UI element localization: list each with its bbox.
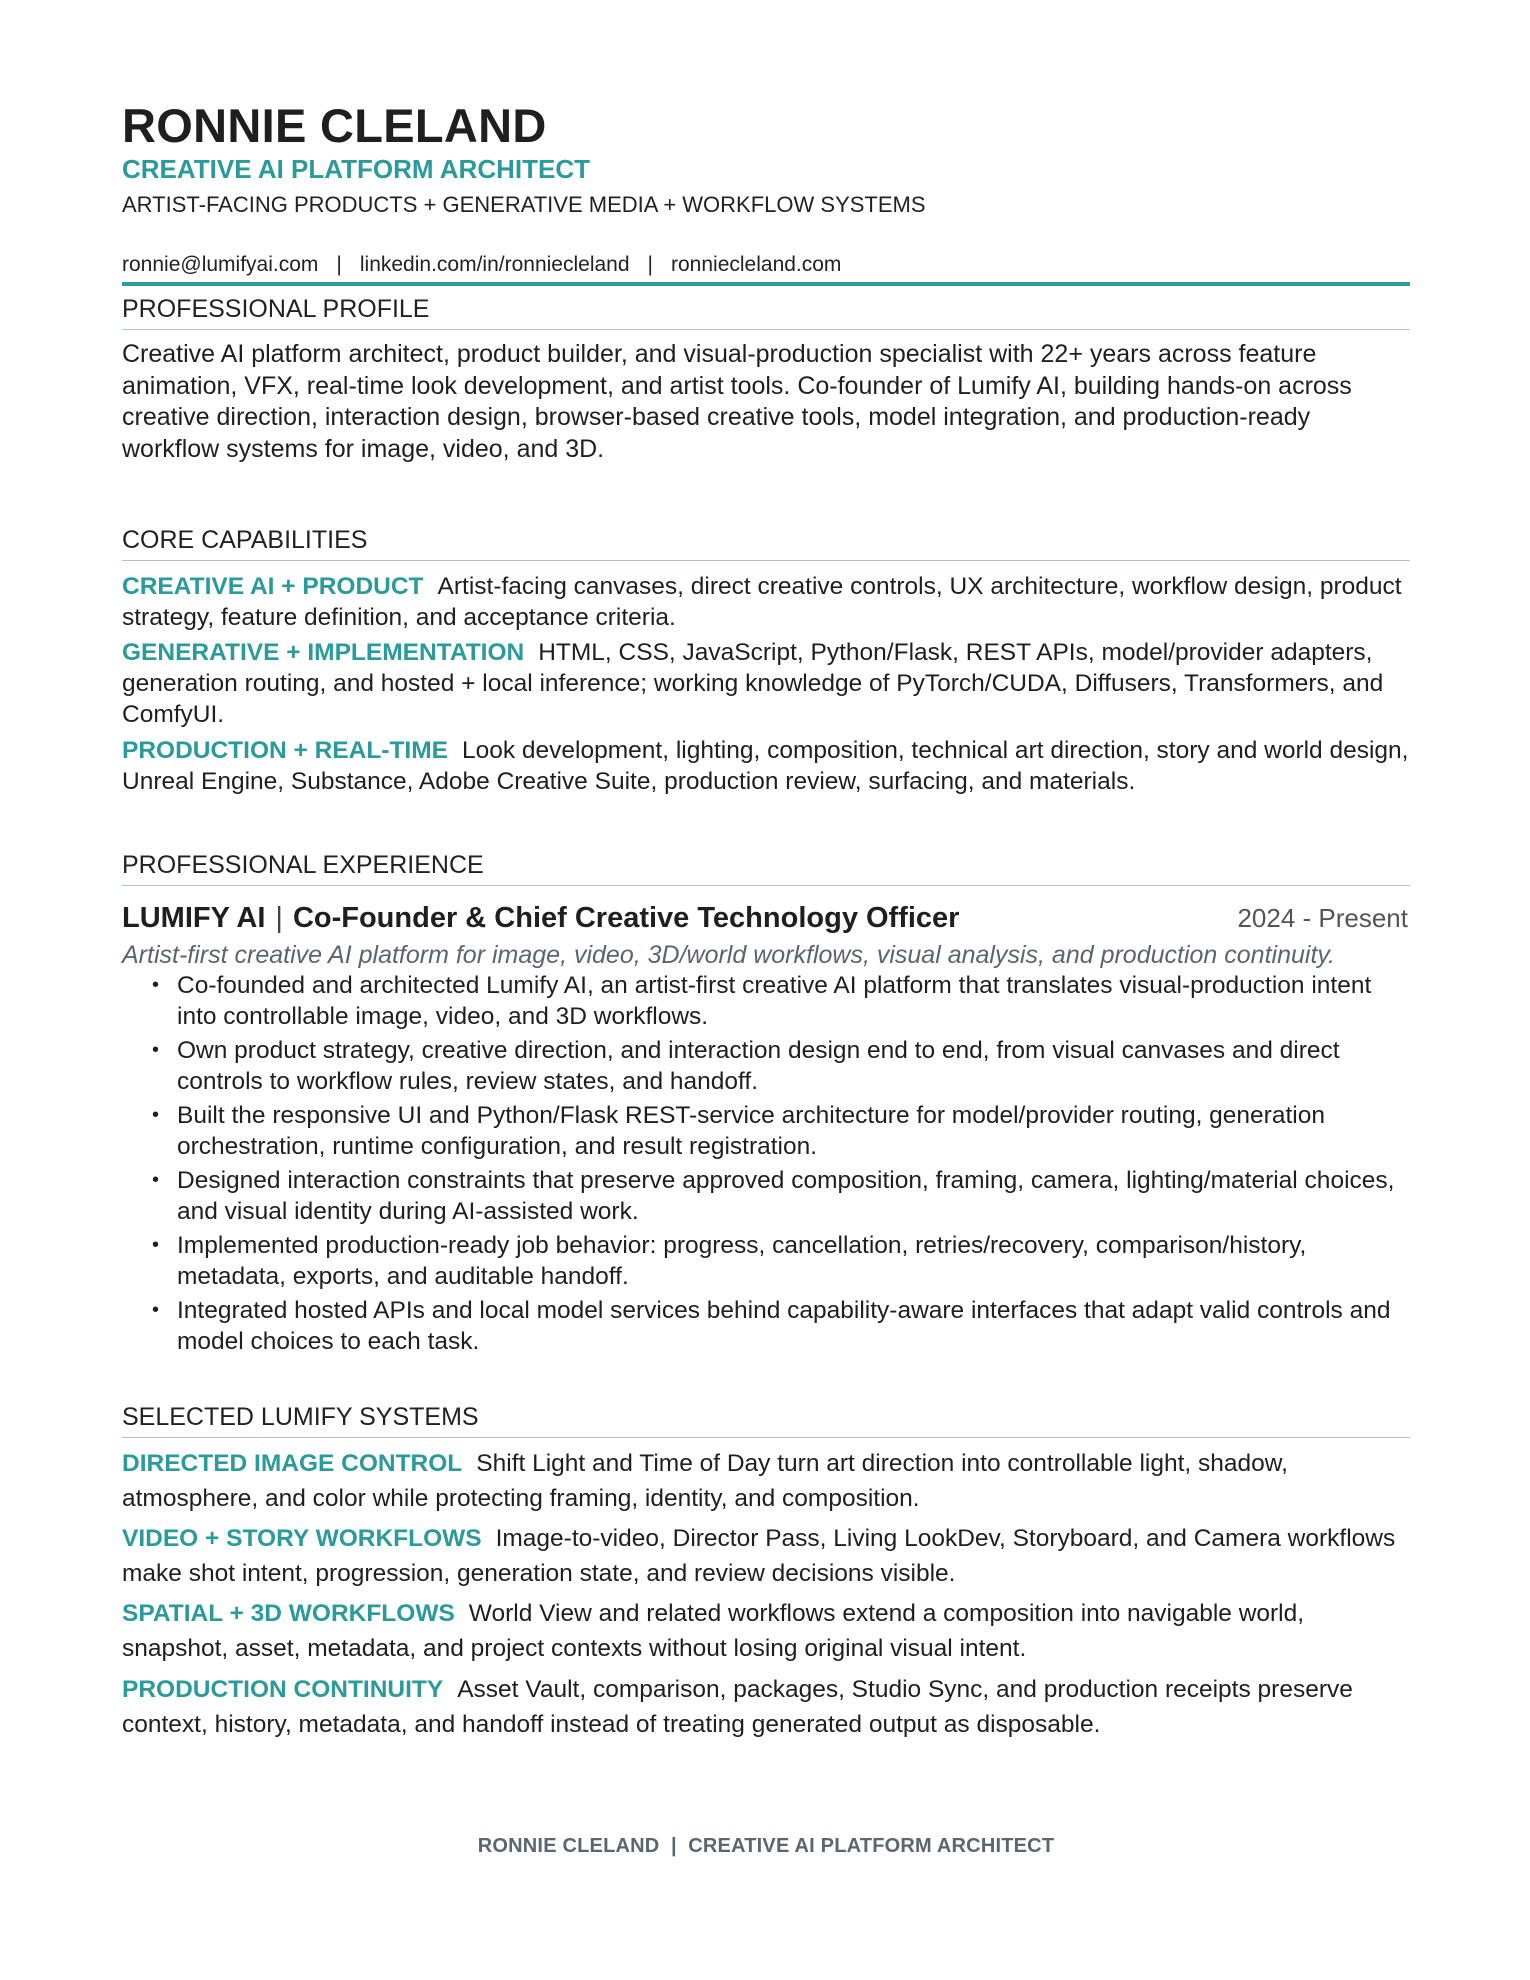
system-item: [122, 1521, 1412, 1591]
bullet-marker: •: [152, 1104, 160, 1126]
list-item: [122, 1295, 1412, 1357]
system-text: Asset Vault, comparison, packages, Studio Sync, and production receipts preserve context, history, metadata, and handoff instead of treating generated output as disposable.: [122, 1676, 1353, 1738]
candidate-title: CREATIVE AI PLATFORM ARCHITECT: [122, 154, 590, 184]
job-dates: 2024 - Present: [1237, 903, 1408, 933]
system-text: World View and related workflows extend a composition into navigable world, snapshot, asset, metadata, and project contexts without losing original visual intent.: [122, 1600, 1305, 1662]
bullet-marker: •: [152, 974, 160, 996]
system-item: [122, 1596, 1412, 1666]
contact-separator: |: [336, 253, 342, 276]
capability-item: [122, 735, 1412, 797]
capability-text: HTML, CSS, JavaScript, Python/Flask, REST APIs, model/provider adapters, generation routing, and hosted + local inference; working knowledge of PyTorch/CUDA, Diffusers, Transformers, and ComfyUI.: [122, 639, 1384, 728]
system-text: Shift Light and Time of Day turn art direction into controllable light, shadow, atmosphere, and color while protecting framing, identity, and composition.: [122, 1450, 1288, 1512]
header-divider: [122, 282, 1410, 286]
website-link[interactable]: ronniecleland.com: [671, 253, 842, 276]
linkedin-link[interactable]: linkedin.com/in/ronniecleland: [359, 253, 630, 276]
capability-label: CREATIVE AI + PRODUCT: [122, 573, 424, 600]
bullet-text: Built the responsive UI and Python/Flask REST-service architecture for model/provider routing, generation orchestration, runtime configuration, and result registration.: [177, 1102, 1325, 1160]
bullet-marker: •: [152, 1169, 160, 1191]
job-company: LUMIFY AI: [122, 902, 266, 934]
bullet-text: Integrated hosted APIs and local model services behind capability-aware interfaces that adapt valid controls and model choices to each task.: [177, 1297, 1391, 1355]
capability-text: Artist-facing canvases, direct creative controls, UX architecture, workflow design, product strategy, feature definition, and acceptance criteria.: [122, 573, 1402, 631]
system-label: PRODUCTION CONTINUITY: [122, 1676, 444, 1703]
job-header: [122, 898, 1410, 938]
system-item: [122, 1672, 1412, 1742]
capability-item: [122, 637, 1412, 730]
candidate-tagline: ARTIST-FACING PRODUCTS + GENERATIVE MEDIA + WORKFLOW SYSTEMS: [122, 192, 926, 217]
system-label: DIRECTED IMAGE CONTROL: [122, 1450, 463, 1477]
system-label: VIDEO + STORY WORKFLOWS: [122, 1525, 482, 1552]
experience-heading: PROFESSIONAL EXPERIENCE: [122, 849, 1410, 886]
contact-separator: |: [647, 253, 653, 276]
job-role: Co-Founder & Chief Creative Technology Officer: [292, 902, 960, 934]
systems-heading: SELECTED LUMIFY SYSTEMS: [122, 1401, 1410, 1438]
list-item: [122, 1230, 1412, 1292]
bullet-marker: •: [152, 1299, 160, 1321]
profile-text: Creative AI platform architect, product builder, and visual-production specialist with 22+ years across feature animation, VFX, real-time look development, and artist tools. Co-founder of Lumify AI, building hands-on across creative direction, interaction design, browser-based creative tools, model integration, and production-ready workflow systems for image, video, and 3D.: [122, 340, 1352, 463]
page-footer: RONNIE CLELAND | CREATIVE AI PLATFORM ARCHITECT: [477, 1835, 1055, 1857]
capability-item: [122, 571, 1412, 633]
job-description: Artist-first creative AI platform for image, video, 3D/world workflows, visual analysis, and production continuity.: [122, 941, 1335, 969]
profile-heading: PROFESSIONAL PROFILE: [122, 293, 1410, 330]
bullet-marker: •: [152, 1039, 160, 1061]
bullet-text: Co-founded and architected Lumify AI, an artist-first creative AI platform that translates visual-production intent into controllable image, video, and 3D workflows.: [177, 972, 1372, 1030]
capabilities-heading: CORE CAPABILITIES: [122, 524, 1410, 561]
contact-line: [122, 250, 841, 280]
capability-label: GENERATIVE + IMPLEMENTATION: [122, 639, 525, 666]
system-text: Image-to-video, Director Pass, Living LookDev, Storyboard, and Camera workflows make shot intent, progression, generation state, and review decisions visible.: [122, 1525, 1396, 1587]
bullet-text: Implemented production-ready job behavior: progress, cancellation, retries/recovery, comparison/history, metadata, exports, and auditable handoff.: [177, 1232, 1307, 1290]
capability-label: PRODUCTION + REAL-TIME: [122, 737, 448, 764]
system-item: [122, 1446, 1412, 1516]
bullet-marker: •: [152, 1234, 160, 1256]
job-separator: |: [275, 902, 283, 934]
list-item: [122, 1100, 1412, 1162]
bullet-text: Designed interaction constraints that preserve approved composition, framing, camera, lighting/material choices, and visual identity during AI-assisted work.: [177, 1167, 1395, 1225]
email-link[interactable]: ronnie@lumifyai.com: [122, 253, 319, 276]
list-item: [122, 1035, 1412, 1097]
bullet-text: Own product strategy, creative direction, and interaction design end to end, from visual canvases and direct controls to workflow rules, review states, and handoff.: [177, 1037, 1340, 1095]
capability-text: Look development, lighting, composition, technical art direction, story and world design, Unreal Engine, Substance, Adobe Creative Suite, production review, surfacing, and materials.: [122, 737, 1409, 795]
system-label: SPATIAL + 3D WORKFLOWS: [122, 1600, 455, 1627]
job-bullets: [122, 970, 1412, 1360]
list-item: [122, 970, 1412, 1032]
list-item: [122, 1165, 1412, 1227]
candidate-name: RONNIE CLELAND: [122, 99, 547, 152]
